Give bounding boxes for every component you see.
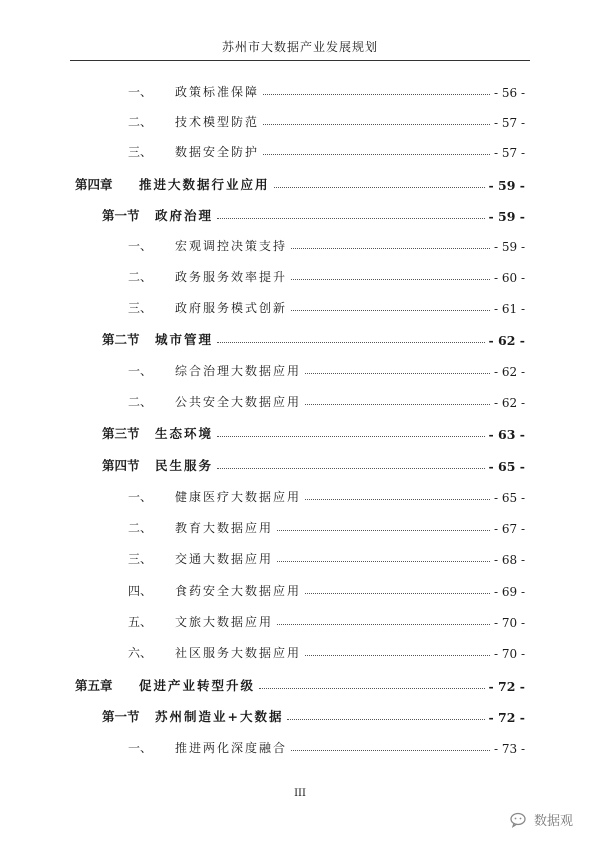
toc-entry-page: - 63 -	[488, 427, 525, 442]
toc-entry-page: - 65 -	[488, 459, 525, 474]
toc-entry-title: 政府服务模式创新	[175, 301, 288, 315]
toc-entry-item[interactable]	[128, 390, 525, 410]
toc-entry-title: 健康医疗大数据应用	[175, 490, 302, 504]
toc-dot-leader	[305, 372, 490, 374]
toc-entry-chapter[interactable]	[75, 173, 525, 193]
toc-entry-chapter[interactable]	[75, 674, 525, 694]
page-number: III	[294, 788, 306, 799]
toc-entry-section[interactable]	[102, 454, 525, 474]
toc-entry-title: 文旅大数据应用	[175, 615, 274, 629]
toc-entry-item[interactable]	[128, 234, 525, 254]
header-rule	[70, 60, 530, 61]
watermark-text: 数据观	[534, 814, 574, 829]
toc-entry-page: - 73 -	[493, 742, 525, 756]
toc-entry-page: - 61 -	[493, 302, 525, 316]
toc-dot-leader	[263, 123, 490, 125]
toc-entry-title: 城市管理	[155, 332, 214, 347]
toc-entry-title: 社区服务大数据应用	[175, 646, 302, 660]
toc-entry-number: 二、	[128, 270, 153, 284]
toc-entry-number: 一、	[128, 85, 153, 99]
toc-entry-page: - 57 -	[493, 116, 525, 130]
toc-dot-leader	[217, 217, 485, 219]
toc-entry-page: - 72 -	[488, 679, 525, 694]
toc-entry-title: 生态环境	[155, 426, 214, 441]
toc-entry-item[interactable]	[128, 265, 525, 285]
toc-dot-leader	[291, 749, 490, 751]
toc-entry-number: 一、	[128, 741, 153, 755]
toc-dot-leader	[291, 247, 490, 249]
toc-entry-number: 一、	[128, 364, 153, 378]
toc-dot-leader	[277, 529, 490, 531]
toc-entry-item[interactable]	[128, 110, 525, 130]
toc-entry-item[interactable]	[128, 641, 525, 661]
toc-entry-title: 数据安全防护	[175, 145, 260, 159]
toc-entry-number: 五、	[128, 615, 153, 629]
toc-entry-page: - 65 -	[493, 491, 525, 505]
toc-entry-page: - 56 -	[493, 86, 525, 100]
toc-entry-page: - 59 -	[488, 178, 525, 193]
toc-entry-title: 政务服务效率提升	[175, 270, 288, 284]
toc-entry-number: 第一节	[102, 709, 140, 724]
toc-entry-page: - 70 -	[493, 616, 525, 630]
toc-entry-page: - 70 -	[493, 647, 525, 661]
toc-dot-leader	[287, 718, 484, 720]
toc-entry-number: 第三节	[102, 426, 140, 441]
toc-entry-title: 食药安全大数据应用	[175, 584, 302, 598]
toc-entry-title: 推进大数据行业应用	[139, 177, 270, 192]
toc-entry-number: 四、	[128, 584, 153, 598]
toc-entry-title: 政府治理	[155, 208, 214, 223]
watermark	[510, 810, 573, 829]
toc-entry-page: - 72 -	[488, 710, 525, 725]
toc-entry-section[interactable]	[102, 422, 525, 442]
toc-dot-leader	[274, 186, 485, 188]
toc-entry-title: 宏观调控决策支持	[175, 239, 288, 253]
toc-entry-number: 一、	[128, 239, 153, 253]
toc-entry-item[interactable]	[128, 579, 525, 599]
toc-entry-number: 第一节	[102, 208, 140, 223]
toc-entry-item[interactable]	[128, 736, 525, 756]
toc-entry-item[interactable]	[128, 547, 525, 567]
page-header: 苏州市大数据产业发展规划	[221, 40, 378, 54]
toc-entry-item[interactable]	[128, 140, 525, 160]
wechat-icon	[510, 812, 530, 828]
toc-dot-leader	[217, 435, 485, 437]
toc-dot-leader	[263, 153, 490, 155]
toc-dot-leader	[259, 687, 485, 689]
toc-entry-title: 交通大数据应用	[175, 552, 274, 566]
toc-entry-page: - 62 -	[493, 396, 525, 410]
toc-dot-leader	[217, 467, 485, 469]
toc-entry-page: - 59 -	[493, 240, 525, 254]
toc-entry-page: - 62 -	[488, 333, 525, 348]
toc-dot-leader	[305, 654, 490, 656]
toc-entry-number: 第二节	[102, 332, 140, 347]
toc-dot-leader	[305, 592, 490, 594]
toc-dot-leader	[277, 560, 490, 562]
toc-entry-title: 公共安全大数据应用	[175, 395, 302, 409]
toc-entry-number: 六、	[128, 646, 153, 660]
toc-entry-page: - 69 -	[493, 585, 525, 599]
toc-entry-title: 推进两化深度融合	[175, 741, 288, 755]
toc-dot-leader	[277, 623, 490, 625]
toc-entry-page: - 60 -	[493, 271, 525, 285]
toc-entry-section[interactable]	[102, 204, 525, 224]
toc-entry-section[interactable]	[102, 705, 525, 725]
toc-entry-title: 教育大数据应用	[175, 521, 274, 535]
toc-entry-number: 二、	[128, 521, 153, 535]
toc-entry-title: 政策标准保障	[175, 85, 260, 99]
toc-entry-number: 二、	[128, 115, 153, 129]
toc-entry-title: 民生服务	[155, 458, 214, 473]
toc-entry-title: 综合治理大数据应用	[175, 364, 302, 378]
toc-dot-leader	[217, 341, 485, 343]
toc-entry-page: - 59 -	[488, 209, 525, 224]
toc-entry-number: 三、	[128, 145, 153, 159]
toc-entry-title: 技术模型防范	[175, 115, 260, 129]
toc-entry-number: 二、	[128, 395, 153, 409]
toc-dot-leader	[305, 498, 490, 500]
toc-entry-page: - 62 -	[493, 365, 525, 379]
toc-entry-number: 第五章	[75, 678, 113, 693]
toc-dot-leader	[305, 403, 490, 405]
toc-dot-leader	[291, 309, 490, 311]
toc-entry-title: 促进产业转型升级	[139, 678, 256, 693]
toc-entry-title: 苏州制造业+大数据	[155, 709, 284, 724]
toc-entry-page: - 68 -	[493, 553, 525, 567]
toc-entry-item[interactable]	[128, 610, 525, 630]
toc-entry-item[interactable]	[128, 80, 525, 100]
toc-dot-leader	[291, 278, 490, 280]
toc-entry-item[interactable]	[128, 296, 525, 316]
toc-entry-number: 一、	[128, 490, 153, 504]
toc-entry-number: 三、	[128, 552, 153, 566]
toc-entry-page: - 67 -	[493, 522, 525, 536]
toc-dot-leader	[263, 93, 490, 95]
toc-entry-number: 第四章	[75, 177, 113, 192]
toc-entry-section[interactable]	[102, 328, 525, 348]
toc-entry-number: 三、	[128, 301, 153, 315]
toc-entry-number: 第四节	[102, 458, 140, 473]
toc-entry-item[interactable]	[128, 516, 525, 536]
toc-entry-item[interactable]	[128, 359, 525, 379]
toc-entry-page: - 57 -	[493, 146, 525, 160]
toc-entry-item[interactable]	[128, 485, 525, 505]
